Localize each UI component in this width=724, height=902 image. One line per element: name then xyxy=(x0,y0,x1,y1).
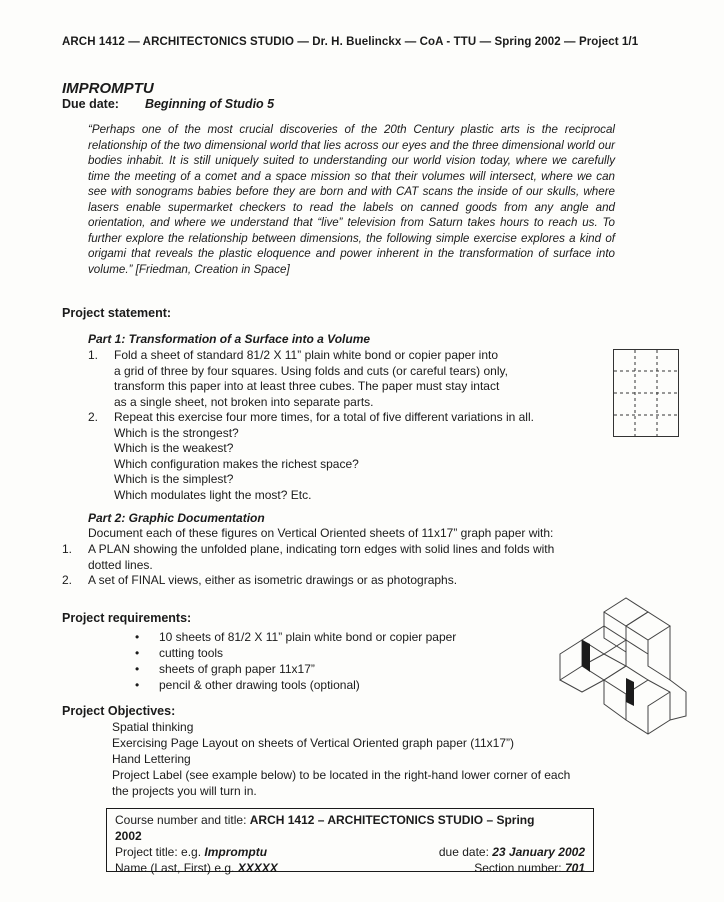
due-date-value: Beginning of Studio 5 xyxy=(144,97,275,111)
course-year: 2002 xyxy=(115,829,142,843)
list-line: A set of FINAL views, either as isometric drawings or as photographs. xyxy=(88,573,458,587)
page-header: ARCH 1412 — ARCHITECTONICS STUDIO — Dr. H. Buelinckx — CoA - TTU — Spring 2002 — Project 1/1 xyxy=(62,36,639,48)
label-title-row xyxy=(115,844,585,860)
project-label-box xyxy=(106,808,594,875)
due-date xyxy=(62,97,274,111)
list-number: 2. xyxy=(62,573,73,587)
label-section xyxy=(474,860,585,876)
list-item: Exercising Page Layout on sheets of Vertical Oriented graph paper (11x17”) xyxy=(112,736,515,750)
part2-intro: Document each of these figures on Vertical Oriented sheets of 11x17” graph paper with: xyxy=(88,526,554,540)
section-label: Section number: xyxy=(474,861,565,875)
project-title: IMPROMPTU xyxy=(62,80,154,97)
label-due xyxy=(439,844,585,860)
title-label: Project title: e.g. xyxy=(115,845,205,859)
fold-grid-diagram xyxy=(613,349,679,437)
list-line: Fold a sheet of standard 81/2 X 11” plain white bond or copier paper into xyxy=(114,348,499,362)
list-line: Repeat this exercise four more times, for a total of five different variations in all. xyxy=(114,410,534,424)
label-name xyxy=(115,860,278,876)
due-date-label: Due date: xyxy=(62,97,119,111)
part2-list xyxy=(62,542,622,589)
list-item: • cutting tools xyxy=(135,645,515,661)
list-line: a grid of three by four squares. Using folds and cuts (or careful tears) only, xyxy=(114,363,508,378)
friedman-quote: “Perhaps one of the most crucial discoveries of the 20th Century plastic arts is the reciprocal relationship of the two dimensional world that lies across our eyes and the three dimensional world our bodies inhabit. It is still uniquely suited to understanding our world vision today, where we carefully time the meeting of a comet and a space mission so that their volumes will intersect, where we can see with sonograms babies before they are born and with CAT scans the inside of our skulls, where lasers enable supermarket checkers to read the labels on canned goods from any angle and orientation, and where we understand that “live” television from Saturn takes hours to reach us. To further explore the relationship between dimensions, the following simple exercise explores a kind of origami that reveals the plastic eloquence and power inherent in the transformation of surface into volume.” [Friedman, Creation in Space] xyxy=(88,123,615,276)
course-label: Course number and title: xyxy=(115,813,250,827)
list-item: Project Label (see example below) to be located in the right-hand lower corner of each xyxy=(112,768,571,782)
title-value: Impromptu xyxy=(204,845,268,859)
list-line: Which is the simplest? xyxy=(114,472,234,486)
project-statement-heading: Project statement: xyxy=(62,306,172,320)
list-number: 1. xyxy=(62,542,73,556)
list-number: 2. xyxy=(88,410,99,424)
section-value: 701 xyxy=(564,861,585,875)
list-item: the projects you will turn in. xyxy=(112,784,257,798)
part1-heading: Part 1: Transformation of a Surface into a Volume xyxy=(88,332,371,346)
list-item xyxy=(62,542,622,573)
part1-list xyxy=(88,348,558,503)
list-line: Which is the weakest? xyxy=(114,441,234,455)
list-line: A PLAN showing the unfolded plane, indicating torn edges with solid lines and folds with xyxy=(88,542,555,556)
list-line: as a single sheet, not broken into separate parts. xyxy=(114,394,374,409)
list-item: Hand Lettering xyxy=(112,752,191,766)
list-line: transform this paper into at least three cubes. The paper must stay intact xyxy=(114,379,500,393)
list-item xyxy=(88,410,558,503)
objectives-list xyxy=(112,719,632,799)
list-line: dotted lines. xyxy=(88,557,153,572)
label-course-year xyxy=(115,828,585,844)
name-value: XXXXX xyxy=(237,861,278,875)
list-item: • pencil & other drawing tools (optional) xyxy=(135,677,515,693)
list-line: Which modulates light the most? Etc. xyxy=(114,487,312,502)
list-line: Which is the strongest? xyxy=(114,425,239,440)
list-item: Spatial thinking xyxy=(112,720,194,734)
part2-heading: Part 2: Graphic Documentation xyxy=(88,511,265,525)
requirements-list xyxy=(135,629,515,693)
label-title xyxy=(115,844,267,860)
list-number: 1. xyxy=(88,348,99,362)
name-label: Name (Last, First) e.g. xyxy=(115,861,238,875)
list-item xyxy=(88,348,558,410)
list-item xyxy=(62,573,622,589)
due-value: 23 January 2002 xyxy=(492,845,585,859)
list-line: Which configuration makes the richest space? xyxy=(114,456,359,471)
label-course-row xyxy=(115,812,585,828)
objectives-heading: Project Objectives: xyxy=(62,704,176,718)
label-name-row xyxy=(115,860,585,876)
requirements-heading: Project requirements: xyxy=(62,611,192,625)
list-item: • 10 sheets of 81/2 X 11” plain white bond or copier paper xyxy=(135,629,515,645)
list-item: • sheets of graph paper 11x17” xyxy=(135,661,515,677)
course-value: ARCH 1412 – ARCHITECTONICS STUDIO – Spring xyxy=(249,813,535,827)
due-label: due date: xyxy=(438,845,493,859)
